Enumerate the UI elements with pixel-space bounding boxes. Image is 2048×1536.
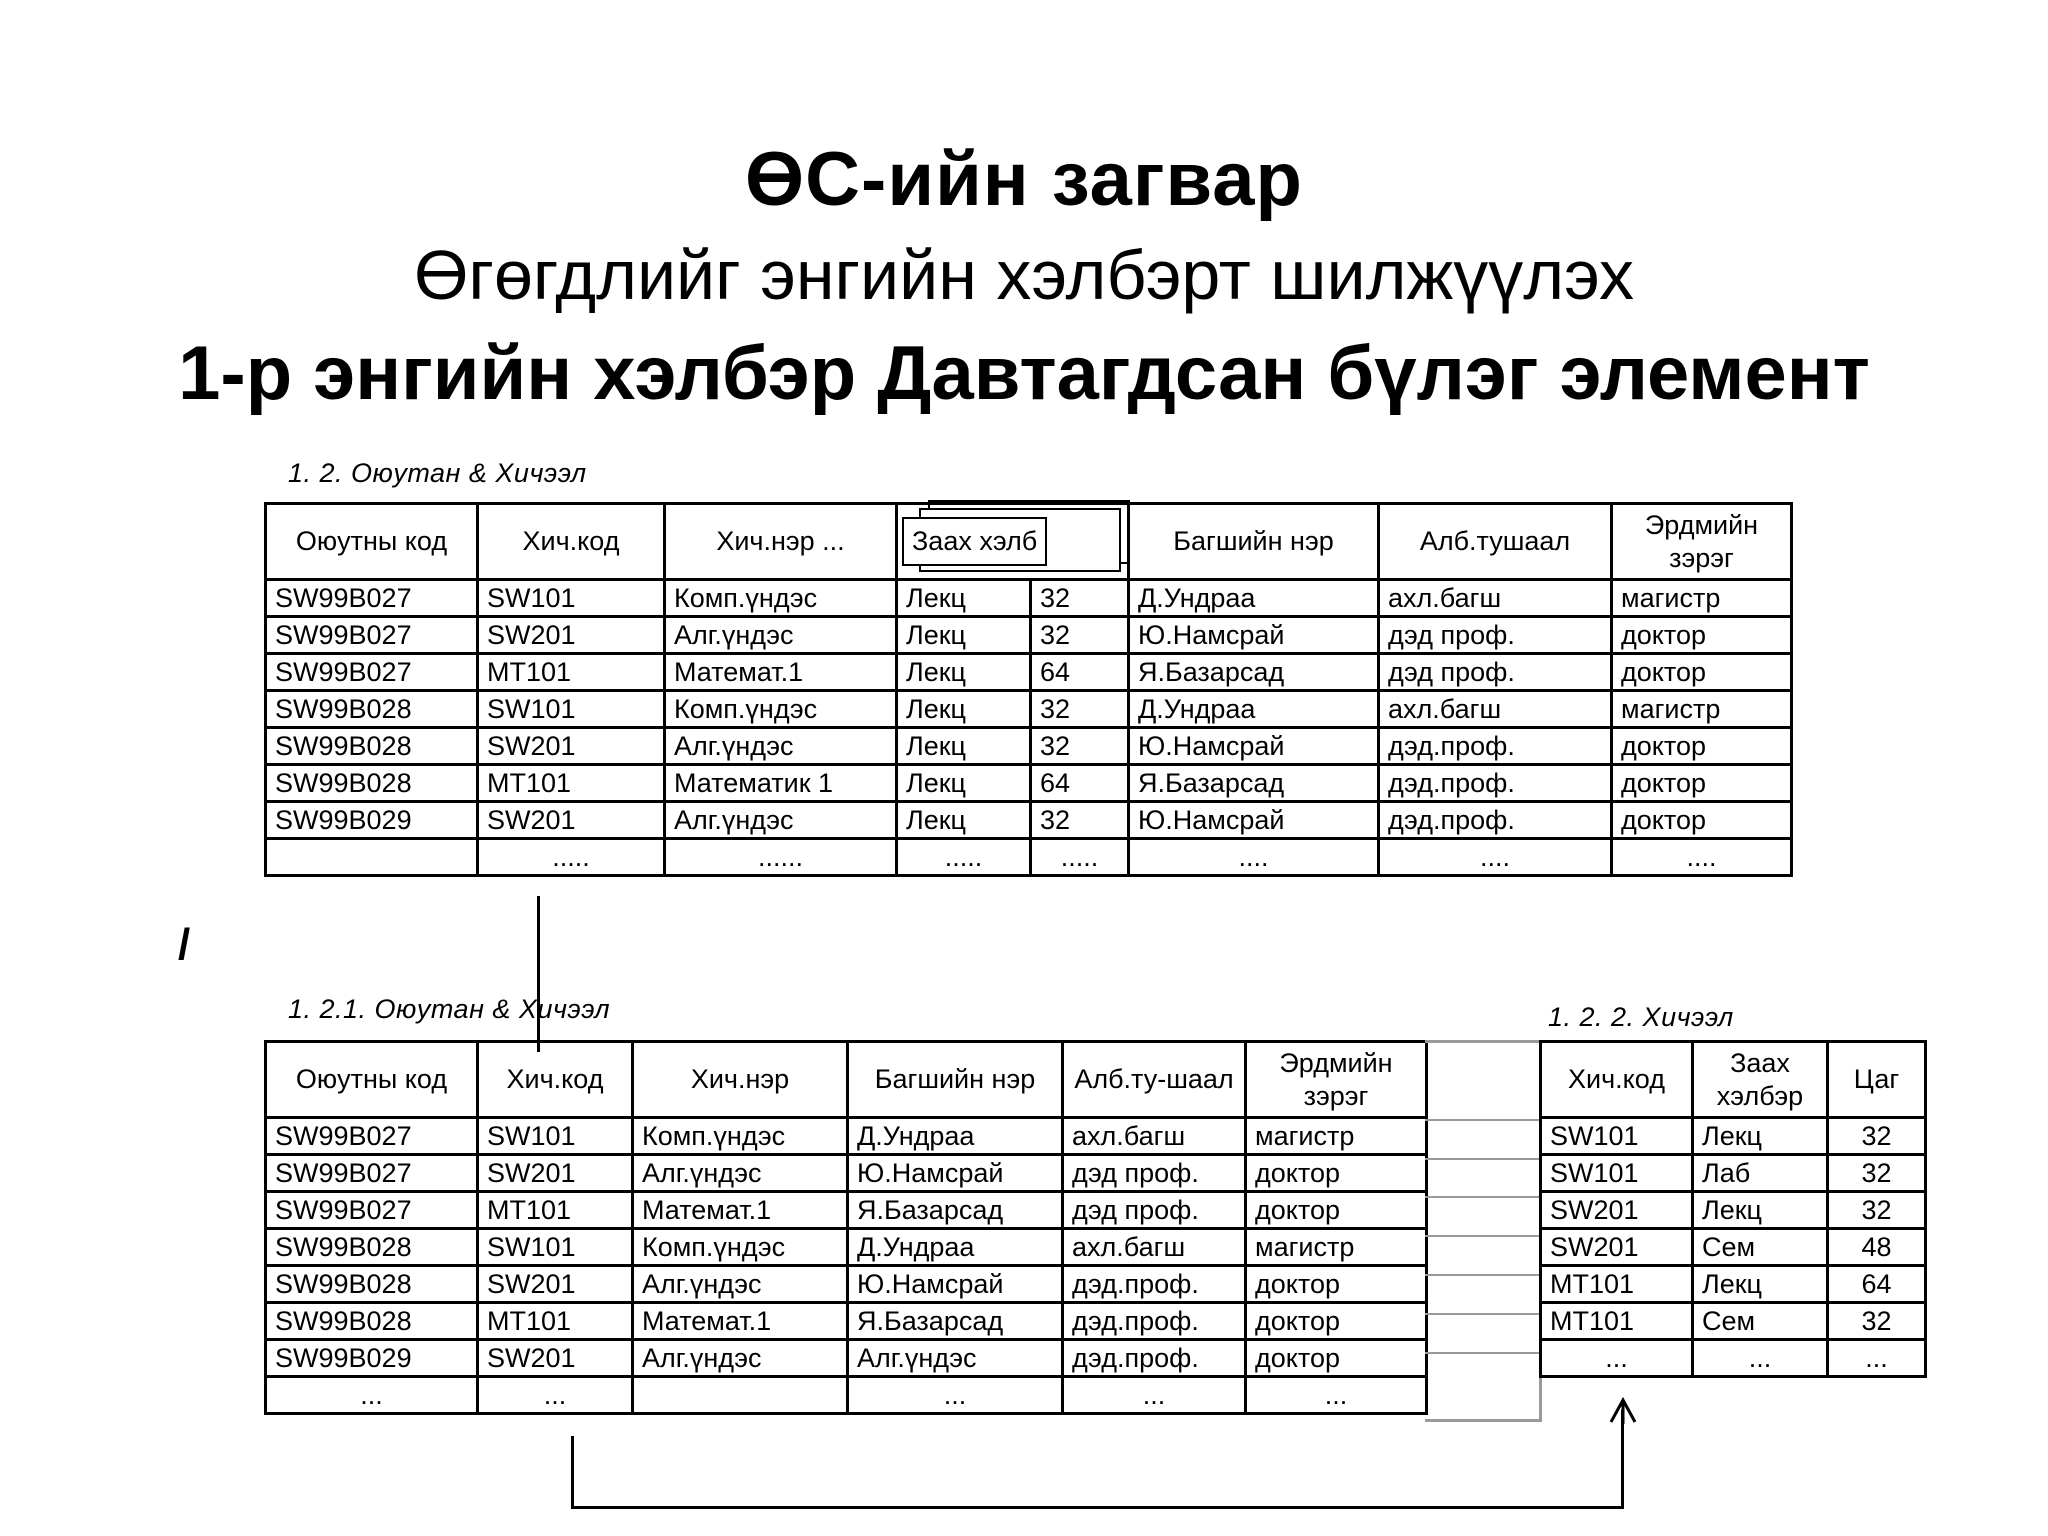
- table-cell: 32: [1031, 617, 1129, 654]
- table-cell: MT101: [1541, 1266, 1693, 1303]
- table-cell: Лекц: [1693, 1266, 1828, 1303]
- filler-line: [1425, 1419, 1541, 1422]
- table-cell: SW201: [478, 728, 665, 765]
- table-cell: дэд.проф.: [1063, 1266, 1246, 1303]
- table-row: [266, 654, 1792, 691]
- table-row: [266, 691, 1792, 728]
- table-cell: Я.Базарсад: [1129, 654, 1379, 691]
- header-cell: Багшийн нэр: [848, 1042, 1063, 1118]
- table-cell: 48: [1828, 1229, 1926, 1266]
- table-cell: Алг.үндэс: [633, 1155, 848, 1192]
- table-cell: доктор: [1246, 1266, 1427, 1303]
- table-row: [266, 580, 1792, 617]
- filler-line: [1425, 1040, 1541, 1043]
- table-row: [266, 1303, 1427, 1340]
- table-row: [1541, 1266, 1926, 1303]
- table-cell: ахл.багш: [1063, 1229, 1246, 1266]
- table-cell: ...: [1541, 1340, 1693, 1377]
- table-cell: Алг.үндэс: [665, 617, 897, 654]
- table-cell: дэд.проф.: [1379, 802, 1612, 839]
- table-cell: дэд.проф.: [1379, 765, 1612, 802]
- table-cell: Алг.үндэс: [848, 1340, 1063, 1377]
- arrow-line: [571, 1436, 574, 1508]
- table-cell: 64: [1031, 765, 1129, 802]
- table-cell: SW101: [478, 1118, 633, 1155]
- table-cell: SW101: [1541, 1118, 1693, 1155]
- header-zaah-label: Заах хэлб: [902, 517, 1047, 565]
- table-row: [266, 765, 1792, 802]
- header-cell: Хич.код: [478, 504, 665, 580]
- table-cell: MT101: [1541, 1303, 1693, 1340]
- header-cell: Эрдмийн зэрэг: [1612, 504, 1792, 580]
- table-cell: 32: [1828, 1192, 1926, 1229]
- table-cell: SW99B028: [266, 728, 478, 765]
- table-cell: ахл.багш: [1379, 691, 1612, 728]
- table-cell: [633, 1377, 848, 1414]
- header-cell: Алб.тушаал: [1379, 504, 1612, 580]
- table-cell: доктор: [1246, 1155, 1427, 1192]
- table-cell: магистр: [1612, 580, 1792, 617]
- table-cell: 32: [1031, 691, 1129, 728]
- table-cell: Лекц: [897, 654, 1031, 691]
- table-row: [1541, 1340, 1926, 1377]
- table-cell: SW99B027: [266, 1192, 478, 1229]
- table-row: [266, 617, 1792, 654]
- table-cell: ....: [1379, 839, 1612, 876]
- slide-subtitle: Өгөгдлийг энгийн хэлбэрт шилжүүлэх: [413, 236, 1635, 314]
- table-cell: SW201: [1541, 1192, 1693, 1229]
- table-cell: MT101: [478, 765, 665, 802]
- table-cell: Лаб: [1693, 1155, 1828, 1192]
- table-row: [266, 839, 1792, 876]
- filler-line: [1425, 1235, 1541, 1237]
- table-cell: SW101: [478, 1229, 633, 1266]
- table-cell: Ю.Намсрай: [848, 1155, 1063, 1192]
- table-row: [1541, 1303, 1926, 1340]
- arrow-head-icon: [1608, 1396, 1638, 1426]
- table-cell: SW201: [478, 1155, 633, 1192]
- table-cell: 32: [1031, 728, 1129, 765]
- slide-heading: 1-р энгийн хэлбэр Давтагдсан бүлэг элемент: [178, 331, 1870, 416]
- table-cell: SW99B027: [266, 654, 478, 691]
- table-row: [266, 1118, 1427, 1155]
- table-cell: ахл.багш: [1063, 1118, 1246, 1155]
- table-cell: Д.Ундраа: [1129, 580, 1379, 617]
- table-cell: Математ.1: [665, 654, 897, 691]
- table-cell: ...: [266, 1377, 478, 1414]
- table-cell: Комп.үндэс: [633, 1118, 848, 1155]
- filler-line: [1425, 1274, 1541, 1276]
- arrow-line: [571, 1506, 1624, 1509]
- table-cell: MT101: [478, 1303, 633, 1340]
- table-cell: Алг.үндэс: [665, 728, 897, 765]
- table-cell: Ю.Намсрай: [1129, 728, 1379, 765]
- table-header-row: [1541, 1042, 1926, 1118]
- table-cell: Лекц: [897, 617, 1031, 654]
- table-row: [1541, 1192, 1926, 1229]
- table1-caption: 1. 2. Оюутан & Хичээл: [288, 458, 587, 488]
- table2-caption: 1. 2.1. Оюутан & Хичээл: [288, 994, 611, 1024]
- table-cell: дэд.проф.: [1379, 728, 1612, 765]
- table-oyutan-hicheel-split: [264, 1040, 1428, 1415]
- table-cell: SW99B027: [266, 580, 478, 617]
- table-cell: SW101: [1541, 1155, 1693, 1192]
- table-cell: ...: [1246, 1377, 1427, 1414]
- table-cell: дэд.проф.: [1063, 1303, 1246, 1340]
- filler-line: [1425, 1352, 1541, 1354]
- filler-line: [1425, 1119, 1541, 1121]
- table-hicheel: [1539, 1040, 1927, 1378]
- table-cell: SW99B028: [266, 691, 478, 728]
- table-cell: ....: [1612, 839, 1792, 876]
- table-cell: доктор: [1246, 1303, 1427, 1340]
- table-cell: Ю.Намсрай: [848, 1266, 1063, 1303]
- table-cell: дэд проф.: [1063, 1155, 1246, 1192]
- table-cell: SW99B027: [266, 617, 478, 654]
- table-cell: SW99B027: [266, 1155, 478, 1192]
- table-row: [1541, 1155, 1926, 1192]
- table-cell: дэд проф.: [1379, 654, 1612, 691]
- table-cell: ахл.багш: [1379, 580, 1612, 617]
- table-cell: Лекц: [897, 728, 1031, 765]
- table-cell: 64: [1828, 1266, 1926, 1303]
- table-cell: доктор: [1246, 1192, 1427, 1229]
- table-cell: Комп.үндэс: [665, 691, 897, 728]
- table-row: [266, 1266, 1427, 1303]
- table-cell: Лекц: [1693, 1118, 1828, 1155]
- table-cell: 32: [1828, 1303, 1926, 1340]
- table-cell: SW99B027: [266, 1118, 478, 1155]
- table-cell: магистр: [1612, 691, 1792, 728]
- table-cell: SW101: [478, 691, 665, 728]
- table-cell: Лекц: [897, 691, 1031, 728]
- table-cell: .....: [478, 839, 665, 876]
- table-cell: SW99B028: [266, 1266, 478, 1303]
- table-cell: Лекц: [897, 580, 1031, 617]
- table-cell: 64: [1031, 654, 1129, 691]
- table-cell: дэд проф.: [1379, 617, 1612, 654]
- header-cell: Оюутны код: [266, 504, 478, 580]
- table-cell: ...: [1063, 1377, 1246, 1414]
- table-cell: SW101: [478, 580, 665, 617]
- table-cell: доктор: [1246, 1340, 1427, 1377]
- table-cell: Я.Базарсад: [848, 1303, 1063, 1340]
- table-cell: дэд проф.: [1063, 1192, 1246, 1229]
- table-cell: Алг.үндэс: [665, 802, 897, 839]
- table-cell: Лекц: [897, 765, 1031, 802]
- header-cell: Хич.нэр ...: [665, 504, 897, 580]
- table-cell: доктор: [1612, 617, 1792, 654]
- table-cell: Сем: [1693, 1229, 1828, 1266]
- table-cell: ...: [478, 1377, 633, 1414]
- table-cell: SW201: [1541, 1229, 1693, 1266]
- table-cell: ....: [1129, 839, 1379, 876]
- header-cell: Цаг: [1828, 1042, 1926, 1118]
- table-cell: MT101: [478, 654, 665, 691]
- table-cell: магистр: [1246, 1229, 1427, 1266]
- table-cell: 32: [1031, 802, 1129, 839]
- header-cell: Алб.ту-шаал: [1063, 1042, 1246, 1118]
- table-cell: Алг.үндэс: [633, 1266, 848, 1303]
- table-cell: доктор: [1612, 765, 1792, 802]
- table-row: [1541, 1118, 1926, 1155]
- table-cell: Д.Ундраа: [1129, 691, 1379, 728]
- table-cell: Математ.1: [633, 1303, 848, 1340]
- table-row: [266, 1192, 1427, 1229]
- table-cell: [266, 839, 478, 876]
- table3-caption: 1. 2. 2. Хичээл: [1548, 1002, 1734, 1032]
- table-cell: SW201: [478, 802, 665, 839]
- table-cell: MT101: [478, 1192, 633, 1229]
- table-cell: ......: [665, 839, 897, 876]
- table-cell: ...: [848, 1377, 1063, 1414]
- table-cell: дэд.проф.: [1063, 1340, 1246, 1377]
- filler-line: [1425, 1313, 1541, 1315]
- header-cell: Багшийн нэр: [1129, 504, 1379, 580]
- header-cell: Оюутны код: [266, 1042, 478, 1118]
- table-cell: Ю.Намсрай: [1129, 617, 1379, 654]
- table-row: [266, 1229, 1427, 1266]
- table-cell: Д.Ундраа: [848, 1118, 1063, 1155]
- header-cell: Хич.нэр: [633, 1042, 848, 1118]
- table-row: [266, 802, 1792, 839]
- table-cell: Комп.үндэс: [665, 580, 897, 617]
- table-cell: Я.Базарсад: [1129, 765, 1379, 802]
- table-cell: ...: [1828, 1340, 1926, 1377]
- header-cell-zaah: [897, 504, 1129, 580]
- table-header-row: [266, 1042, 1427, 1118]
- table-row: [266, 1377, 1427, 1414]
- table-cell: Лекц: [1693, 1192, 1828, 1229]
- table-cell: .....: [897, 839, 1031, 876]
- table-cell: SW99B029: [266, 1340, 478, 1377]
- table-cell: Комп.үндэс: [633, 1229, 848, 1266]
- table-cell: SW201: [478, 1340, 633, 1377]
- table-cell: ...: [1693, 1340, 1828, 1377]
- table-cell: 32: [1828, 1155, 1926, 1192]
- table-cell: SW201: [478, 1266, 633, 1303]
- table-row: [266, 1340, 1427, 1377]
- table-cell: SW99B028: [266, 765, 478, 802]
- header-cell: Хич.код: [478, 1042, 633, 1118]
- table-cell: SW99B028: [266, 1303, 478, 1340]
- table-row: [266, 1155, 1427, 1192]
- table-cell: доктор: [1612, 802, 1792, 839]
- table-row: [1541, 1229, 1926, 1266]
- table-cell: Ю.Намсрай: [1129, 802, 1379, 839]
- table-cell: доктор: [1612, 654, 1792, 691]
- header-cell: Эрдмийн зэрэг: [1246, 1042, 1427, 1118]
- table-cell: Сем: [1693, 1303, 1828, 1340]
- table-cell: SW99B028: [266, 1229, 478, 1266]
- table-cell: SW201: [478, 617, 665, 654]
- connector-line: [537, 896, 540, 1052]
- filler-line: [1425, 1196, 1541, 1198]
- header-cell: Заах хэлбэр: [1693, 1042, 1828, 1118]
- slide-title: ӨС-ийн загвар: [745, 137, 1303, 222]
- table-row: [266, 728, 1792, 765]
- filler-line: [1425, 1158, 1541, 1160]
- table-cell: 32: [1031, 580, 1129, 617]
- header-cell: Хич.код: [1541, 1042, 1693, 1118]
- table-header-row: [266, 504, 1792, 580]
- table-cell: Математ.1: [633, 1192, 848, 1229]
- table-cell: .....: [1031, 839, 1129, 876]
- table-cell: доктор: [1612, 728, 1792, 765]
- table-cell: SW99B029: [266, 802, 478, 839]
- table-cell: магистр: [1246, 1118, 1427, 1155]
- table-cell: Математик 1: [665, 765, 897, 802]
- table-cell: Я.Базарсад: [848, 1192, 1063, 1229]
- table-oyutan-hicheel: [264, 502, 1793, 877]
- table-cell: Д.Ундраа: [848, 1229, 1063, 1266]
- table-cell: 32: [1828, 1118, 1926, 1155]
- table-cell: Алг.үндэс: [633, 1340, 848, 1377]
- slash-marker: /: [178, 920, 191, 969]
- table-cell: Лекц: [897, 802, 1031, 839]
